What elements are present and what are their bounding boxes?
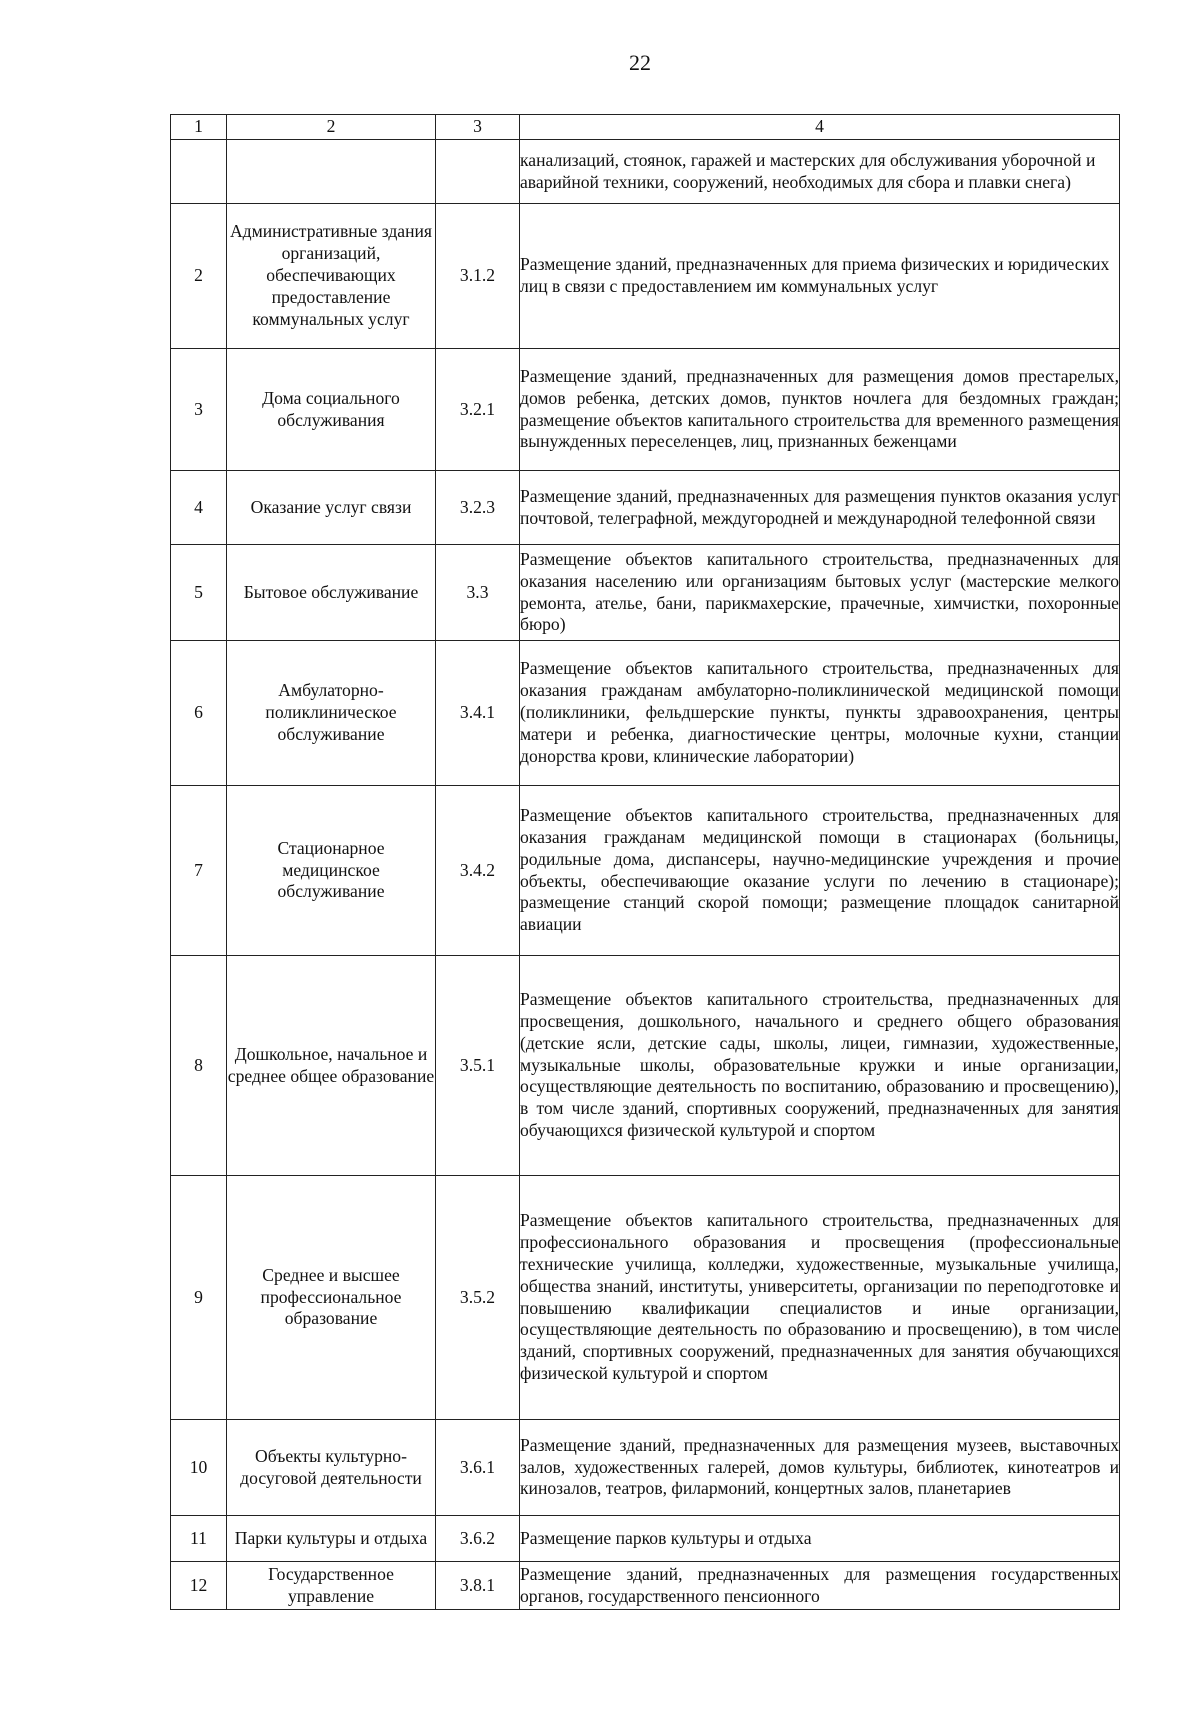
row-description: Размещение парков культуры и отдыха: [520, 1516, 1120, 1562]
table-row: [171, 471, 1120, 545]
table-row: [171, 1516, 1120, 1562]
row-name: Административные здания организаций, обеспечивающих предоставление коммунальных услуг: [227, 204, 436, 349]
row-code: 3.2.3: [436, 471, 520, 545]
table-header-row: [171, 115, 1120, 140]
row-code: 3.4.2: [436, 786, 520, 956]
row-number: 2: [171, 204, 227, 349]
land-use-table: [170, 114, 1120, 1610]
row-code: 3.2.1: [436, 349, 520, 471]
page-number: 22: [629, 50, 651, 75]
row-name: Стационарное медицинское обслуживание: [227, 786, 436, 956]
table-row: [171, 956, 1120, 1176]
table-row: [171, 1176, 1120, 1420]
row-description: Размещение объектов капитального строительства, предназначенных для профессионального образования и просвещения (профессиональные технические училища, колледжи, художественные, музыкальные училища, общества знаний, институты, университеты, организации по переподготовке и повышению квалификации специалистов и иные организации, осуществляющие деятельность по образованию и просвещению), в том числе зданий, спортивных сооружений, предназначенных для занятия обучающихся физической культурой и спортом: [520, 1176, 1120, 1420]
row-number: 6: [171, 641, 227, 786]
row-code: 3.6.2: [436, 1516, 520, 1562]
row-name: Государственное управление: [227, 1562, 436, 1610]
row-description: Размещение зданий, предназначенных для размещения пунктов оказания услуг почтовой, телеграфной, междугородней и международной телефонной связи: [520, 471, 1120, 545]
row-number: 11: [171, 1516, 227, 1562]
table-row: [171, 545, 1120, 641]
row-name: Среднее и высшее профессиональное образование: [227, 1176, 436, 1420]
row-description: канализаций, стоянок, гаражей и мастерских для обслуживания уборочной и аварийной техники, сооружений, необходимых для сбора и плавки снега): [520, 140, 1120, 204]
row-code: 3.3: [436, 545, 520, 641]
header-cell-2: 2: [227, 115, 436, 140]
row-name: Дошкольное, начальное и среднее общее образование: [227, 956, 436, 1176]
row-number: 7: [171, 786, 227, 956]
table-row: [171, 1420, 1120, 1516]
table-row: [171, 349, 1120, 471]
row-code: 3.4.1: [436, 641, 520, 786]
table-row: [171, 1562, 1120, 1610]
row-description: Размещение зданий, предназначенных для размещения домов престарелых, домов ребенка, детских домов, пунктов ночлега для бездомных граждан; размещение объектов капитального строительства для временного размещения вынужденных переселенцев, лиц, признанных беженцами: [520, 349, 1120, 471]
row-number: 4: [171, 471, 227, 545]
header-cell-4: 4: [520, 115, 1120, 140]
table-row: [171, 641, 1120, 786]
row-name: [227, 140, 436, 204]
row-number: [171, 140, 227, 204]
row-name: Оказание услуг связи: [227, 471, 436, 545]
header-cell-3: 3: [436, 115, 520, 140]
header-cell-1: 1: [171, 115, 227, 140]
row-description: Размещение зданий, предназначенных для размещения музеев, выставочных залов, художественных галерей, домов культуры, библиотек, кинотеатров и кинозалов, театров, филармоний, концертных залов, планетариев: [520, 1420, 1120, 1516]
row-name: Амбулаторно-поликлиническое обслуживание: [227, 641, 436, 786]
row-code: 3.8.1: [436, 1562, 520, 1610]
row-name: Дома социального обслуживания: [227, 349, 436, 471]
row-description: Размещение объектов капитального строительства, предназначенных для оказания гражданам медицинской помощи в стационарах (больницы, родильные дома, диспансеры, научно-медицинские учреждения и прочие объекты, обеспечивающие оказание услуги по лечению в стационаре); размещение станций скорой помощи; размещение площадок санитарной авиации: [520, 786, 1120, 956]
row-description: Размещение зданий, предназначенных для размещения государственных органов, государственного пенсионного: [520, 1562, 1120, 1610]
row-number: 9: [171, 1176, 227, 1420]
row-name: Бытовое обслуживание: [227, 545, 436, 641]
row-code: 3.1.2: [436, 204, 520, 349]
row-description: Размещение зданий, предназначенных для приема физических и юридических лиц в связи с предоставлением им коммунальных услуг: [520, 204, 1120, 349]
row-name: Объекты культурно-досуговой деятельности: [227, 1420, 436, 1516]
row-code: [436, 140, 520, 204]
row-number: 10: [171, 1420, 227, 1516]
row-code: 3.5.2: [436, 1176, 520, 1420]
row-name: Парки культуры и отдыха: [227, 1516, 436, 1562]
row-number: 12: [171, 1562, 227, 1610]
table-row: [171, 204, 1120, 349]
row-description: Размещение объектов капитального строительства, предназначенных для оказания гражданам амбулаторно-поликлинической медицинской помощи (поликлиники, фельдшерские пункты, пункты здравоохранения, центры матери и ребенка, диагностические центры, молочные кухни, станции донорства крови, клинические лаборатории): [520, 641, 1120, 786]
table-row: [171, 140, 1120, 204]
row-description: Размещение объектов капитального строительства, предназначенных для просвещения, дошкольного, начального и среднего общего образования (детские ясли, детские сады, школы, лицеи, гимназии, художественные, музыкальные школы, образовательные кружки и иные организации, осуществляющие деятельность по воспитанию, образованию и просвещению), в том числе зданий, спортивных сооружений, предназначенных для занятия обучающихся физической культурой и спортом: [520, 956, 1120, 1176]
row-number: 3: [171, 349, 227, 471]
row-code: 3.5.1: [436, 956, 520, 1176]
row-description: Размещение объектов капитального строительства, предназначенных для оказания населению или организациям бытовых услуг (мастерские мелкого ремонта, ателье, бани, парикмахерские, прачечные, химчистки, похоронные бюро): [520, 545, 1120, 641]
row-number: 5: [171, 545, 227, 641]
row-code: 3.6.1: [436, 1420, 520, 1516]
row-number: 8: [171, 956, 227, 1176]
table-row: [171, 786, 1120, 956]
